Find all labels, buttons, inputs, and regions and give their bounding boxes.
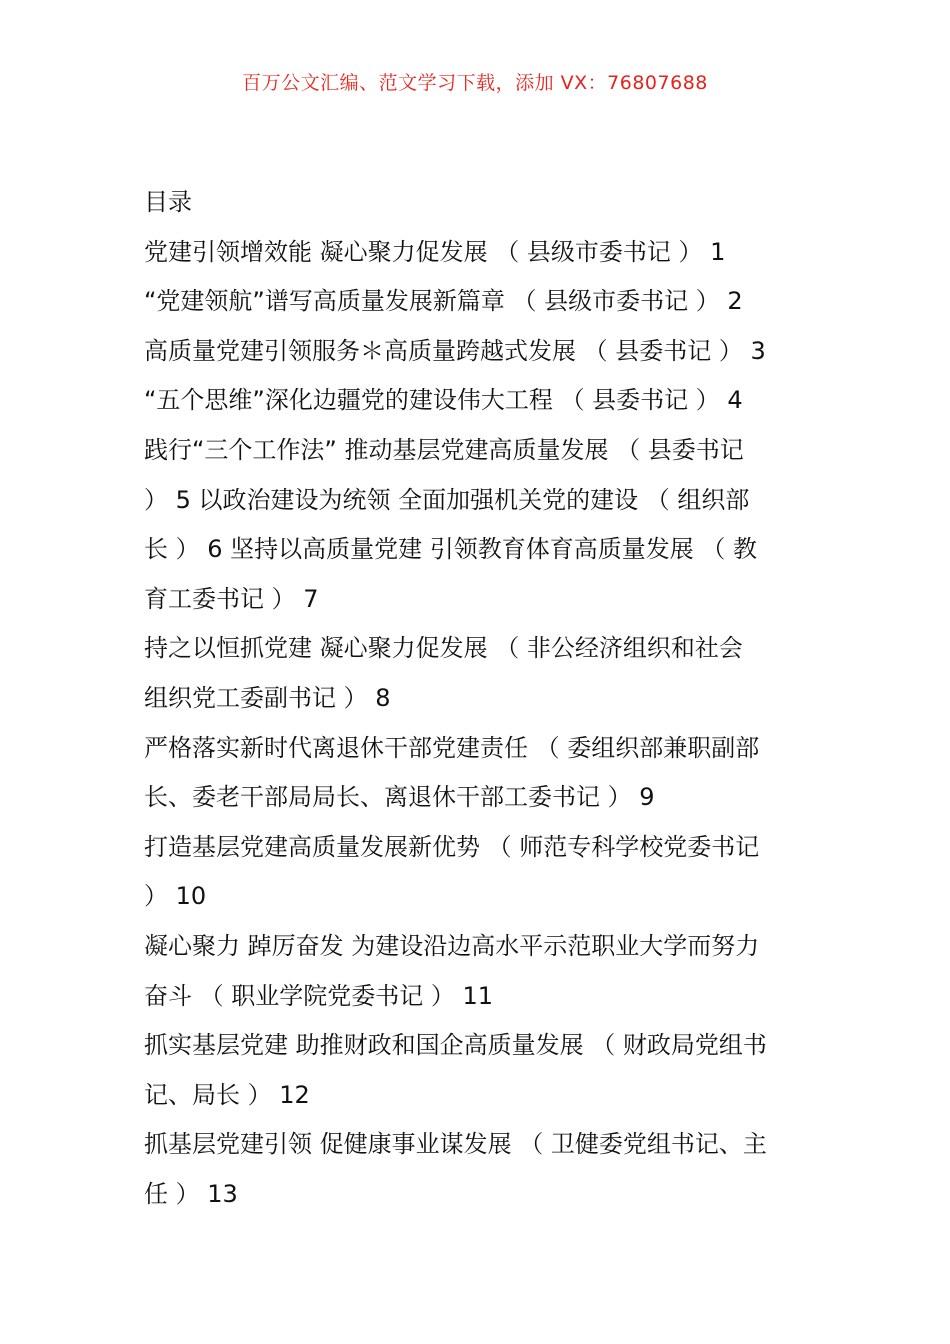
toc-line: 育工委书记 ） 7 (144, 584, 319, 613)
table-of-contents (144, 178, 812, 1219)
toc-line: 长、委老干部局局长、离退休干部工委书记 ） 9 (144, 783, 655, 812)
toc-line: 组织党工委副书记 ） 8 (144, 683, 391, 712)
toc-line: 长 ） 6 坚持以高质量党建 引领教育体育高质量发展 （ 教 (144, 535, 758, 564)
toc-line: 打造基层党建高质量发展新优势 （ 师范专科学校党委书记 (144, 832, 760, 861)
watermark-header: 百万公文汇编、范文学习下载，添加 VX：76807688 (242, 72, 708, 94)
toc-line: 高质量党建引领服务＊高质量跨越式发展 （ 县委书记 ） 3 (144, 336, 766, 365)
toc-line: 抓基层党建引领 促健康事业谋发展 （ 卫健委党组书记、主 (144, 1130, 767, 1159)
toc-line: 践行“三个工作法” 推动基层党建高质量发展 （ 县委书记 (144, 435, 744, 464)
toc-line: ） 5 以政治建设为统领 全面加强机关党的建设 （ 组织部 (144, 485, 750, 514)
toc-line: 任 ） 13 (144, 1179, 238, 1208)
toc-line: 凝心聚力 踔厉奋发 为建设沿边高水平示范职业大学而努力 (144, 931, 760, 960)
toc-line: 奋斗 （ 职业学院党委书记 ） 11 (144, 981, 494, 1010)
toc-line: “五个思维”深化边疆党的建设伟大工程 （ 县委书记 ） 4 (144, 386, 743, 415)
toc-line: 党建引领增效能 凝心聚力促发展 （ 县级市委书记 ） 1 (144, 237, 726, 266)
toc-line: 抓实基层党建 助推财政和国企高质量发展 （ 财政局党组书 (144, 1031, 767, 1060)
toc-line: ） 10 (144, 882, 207, 911)
toc-line: 持之以恒抓党建 凝心聚力促发展 （ 非公经济组织和社会 (144, 634, 743, 663)
toc-title: 目录 (144, 188, 192, 216)
toc-line: 严格落实新时代离退休干部党建责任 （ 委组织部兼职副部 (144, 733, 760, 762)
toc-line: “党建领航”谱写高质量发展新篇章 （ 县级市委书记 ） 2 (144, 287, 743, 316)
toc-line: 记、局长 ） 12 (144, 1080, 310, 1109)
